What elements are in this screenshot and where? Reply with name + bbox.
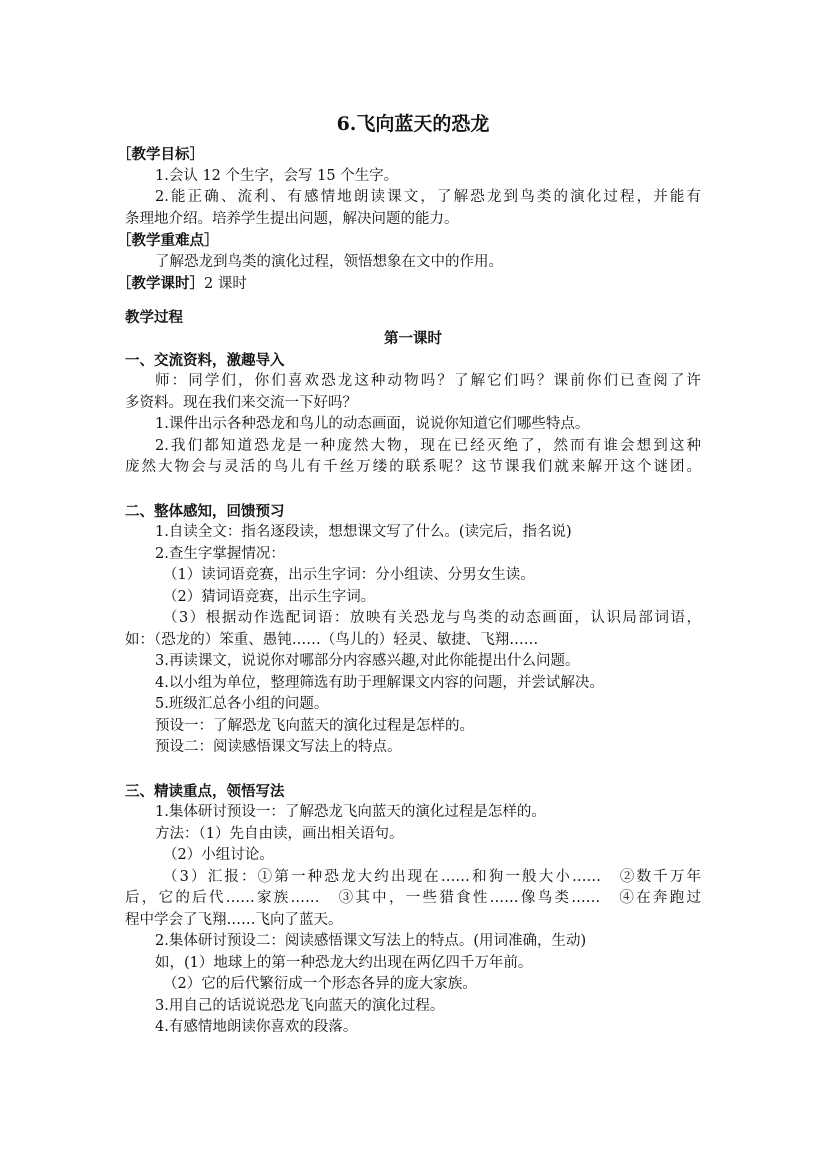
- section-1-line: 2.我们都知道恐龙是一种庞然大物，现在已经灭绝了，然而有谁会想到这种: [155, 437, 701, 454]
- section-3-line: 如，(1）地球上的第一种恐龙大约出现在两亿四千万年前。: [155, 954, 533, 971]
- section-3-line: 方法：（1）先自由读，画出相关语句。: [155, 825, 404, 842]
- goal-line-2: 2.能正确、流利、有感情地朗读课文，了解恐龙到鸟类的演化过程，并能有: [155, 189, 701, 205]
- section-1-line: 多资料。现在我们来交流一下好吗？: [125, 394, 357, 411]
- section-2-line: 3.再读课文，说说你对哪部分内容感兴趣,对此你能提出什么问题。: [155, 653, 580, 669]
- keypoints-label: ［教学重难点］: [117, 232, 219, 249]
- document-page: [117, 108, 701, 1039]
- section-3-line: 后，它的后代……家族…… ③其中，一些猎食性……像鸟类…… ④在奔跑过: [125, 890, 701, 906]
- section-1-heading: 一、交流资料，激趣导入: [125, 351, 285, 369]
- section-3-line: 2.集体研讨预设二：阅读感悟课文写法上的特点。(用词准确，生动): [155, 933, 587, 949]
- section-2-line: 如：（恐龙的）笨重、愚钝……（鸟儿的）轻灵、敏捷、飞翔……: [125, 631, 539, 648]
- section-2-line: （1）读词语竞赛，出示生字词：分小组读、分男女生读。: [163, 567, 535, 583]
- section-1-line: 1.课件出示各种恐龙和鸟儿的动态画面，说说你知道它们哪些特点。: [155, 416, 590, 432]
- section-1-line: 庞然大物会与灵活的鸟儿有千丝万缕的联系呢？这节课我们就来解开这个谜团。: [125, 459, 701, 475]
- section-2-heading: 二、整体感知，回馈预习: [125, 502, 285, 520]
- section-3-line: 4.有感情地朗读你喜欢的段落。: [155, 1019, 358, 1035]
- section-2-line: 预设二：阅读感悟课文写法上的特点。: [155, 739, 402, 755]
- section-2-line: （2）猜词语竞赛，出示生字词。: [163, 588, 376, 605]
- section-2-line: 5.班级汇总各小组的问题。: [155, 696, 329, 712]
- section-3-line: 3.用自己的话说说恐龙飞向蓝天的演化过程。: [155, 997, 445, 1014]
- lesson-heading: 第一课时: [384, 330, 442, 347]
- section-2-line: 预设一：了解恐龙飞向蓝天的演化过程是怎样的。: [155, 717, 474, 734]
- page-title: 6.飞向蓝天的恐龙: [336, 113, 490, 135]
- hours-label: ［教学课时］: [117, 275, 204, 292]
- section-3-line: （2）小组讨论。: [163, 847, 274, 863]
- keypoints-text: 了解恐龙到鸟类的演化过程，领悟想象在文中的作用。: [155, 253, 503, 270]
- process-heading: 教学过程: [125, 308, 183, 326]
- hours-value: 2 课时: [204, 276, 247, 292]
- section-2-line: 4.以小组为单位，整理筛选有助于理解课文内容的问题，并尝试解决。: [155, 674, 604, 691]
- section-3-line: （2）它的后代繁衍成一个形态各异的庞大家族。: [163, 976, 477, 992]
- goal-line-3: 条理地介绍。培养学生提出问题，解决问题的能力。: [125, 210, 459, 227]
- section-3-line: 程中学会了飞翔……飞向了蓝天。: [125, 911, 343, 928]
- section-2-line: 1.自读全文：指名逐段读，想想课文写了什么。(读完后，指名说): [155, 524, 572, 540]
- section-1-line: 师：同学们，你们喜欢恐龙这种动物吗？了解它们吗？课前你们已查阅了许: [155, 373, 701, 389]
- section-3-line: （3）汇报：①第一种恐龙大约出现在……和狗一般大小…… ②数千万年: [163, 868, 701, 885]
- section-2-line: 2.查生字掌握情况：: [155, 545, 285, 562]
- section-3-heading: 三、精读重点，领悟写法: [125, 782, 285, 800]
- goal-line-1: 1.会认 12 个生字，会写 15 个生字。: [155, 167, 399, 184]
- section-2-line: （3）根据动作选配词语：放映有关恐龙与鸟类的动态画面，认识局部词语，: [163, 610, 701, 626]
- goals-label: ［教学目标］: [117, 146, 204, 163]
- hours-row: [117, 273, 701, 295]
- section-3-line: 1.集体研讨预设一：了解恐龙飞向蓝天的演化过程是怎样的。: [155, 804, 546, 820]
